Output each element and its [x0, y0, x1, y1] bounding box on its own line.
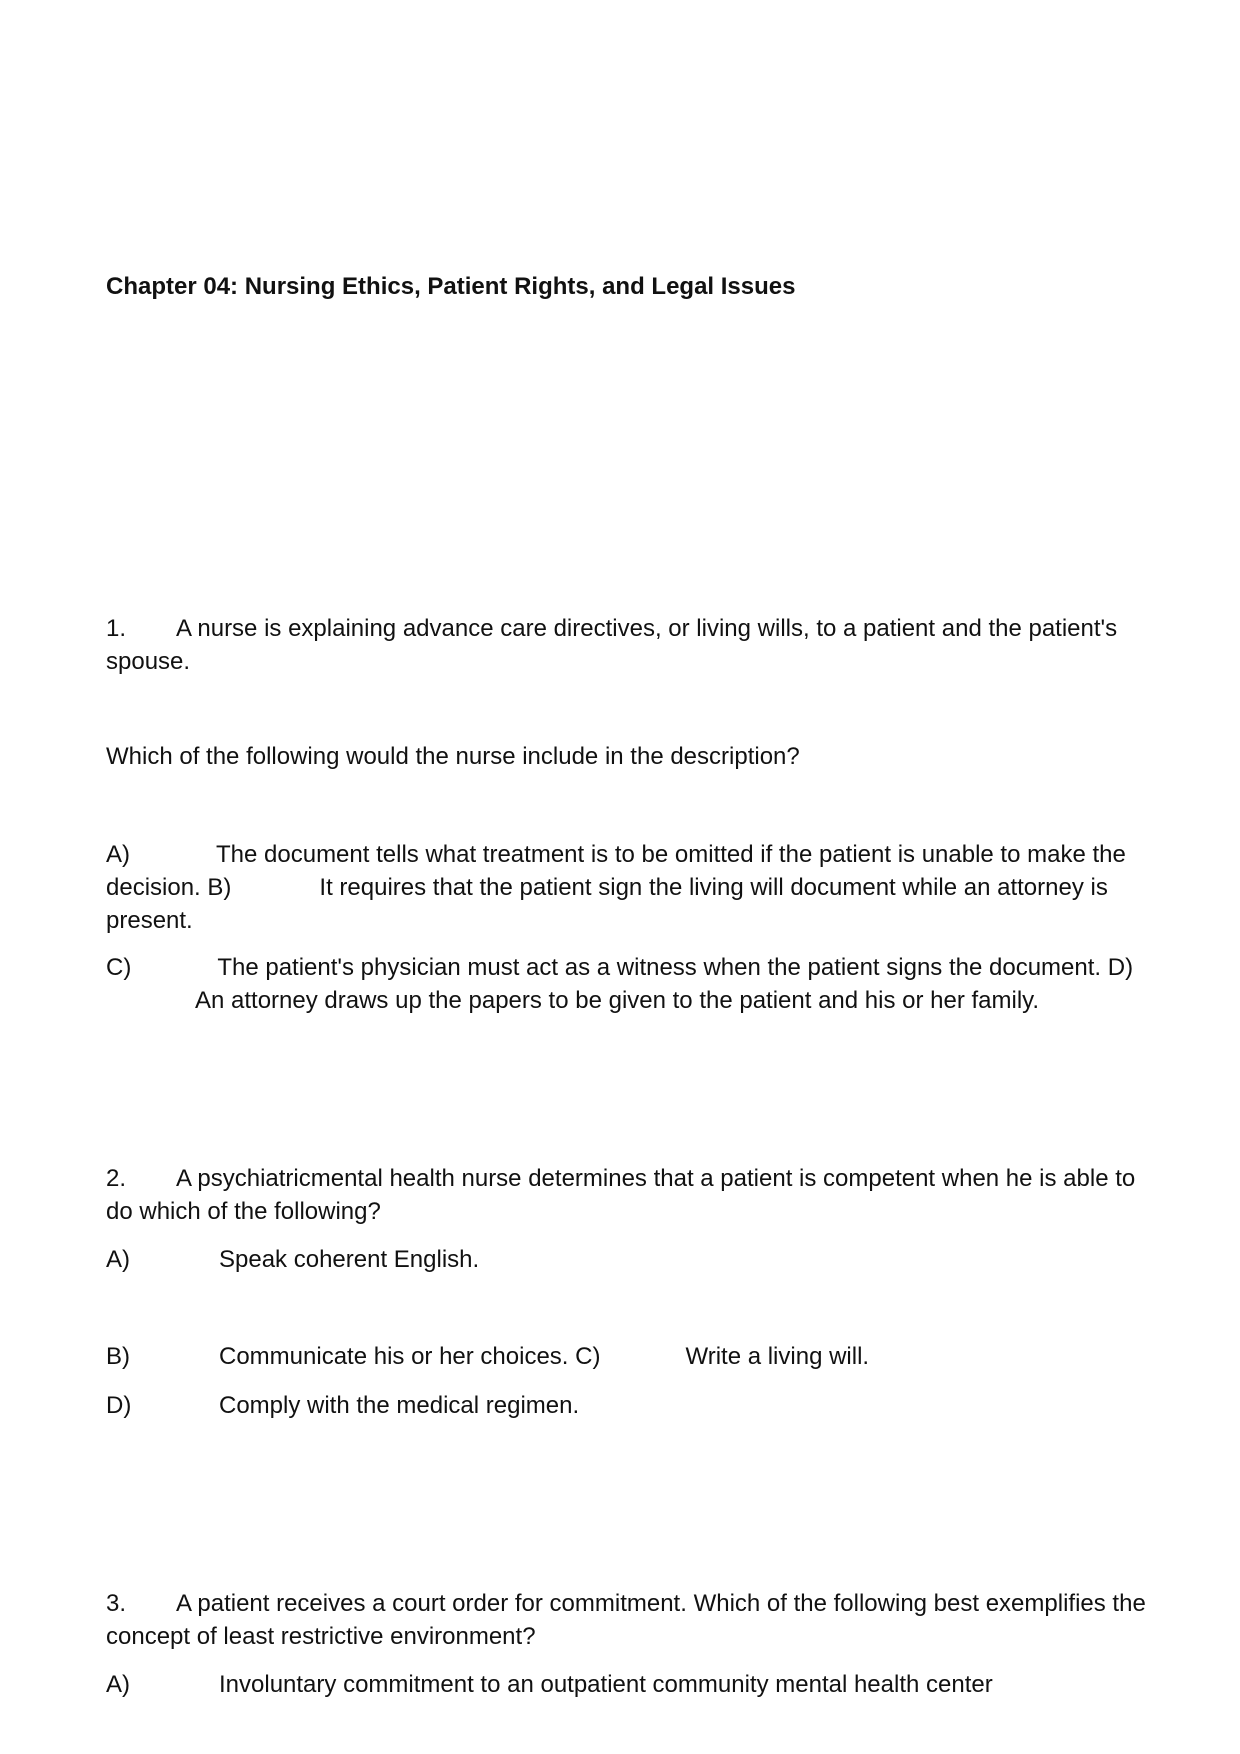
- option-label: C): [575, 1343, 601, 1370]
- option-text: Communicate his or her choices.: [219, 1343, 569, 1370]
- question-1-options-cd: [106, 951, 1146, 1017]
- option-label: D): [106, 1392, 132, 1419]
- question-number: 1.: [106, 615, 127, 642]
- question-1-prompt: Which of the following would the nurse include in the description?: [106, 743, 800, 770]
- question-text: A psychiatricmental health nurse determines that a patient is competent when he is able to do which of the following?: [106, 1165, 1136, 1225]
- question-1-stem: [106, 612, 1146, 678]
- question-2-stem: [106, 1162, 1146, 1228]
- option-label: A): [106, 841, 130, 868]
- option-label: A): [106, 1671, 130, 1698]
- option-text: It requires that the patient sign the living will document while an attorney is present.: [106, 874, 1108, 934]
- question-2-options-bc: [106, 1340, 869, 1373]
- option-text: Speak coherent English.: [219, 1246, 480, 1273]
- option-text: Write a living will.: [685, 1343, 870, 1370]
- question-3-stem: [106, 1587, 1146, 1653]
- question-1-options-ab: [106, 838, 1146, 937]
- option-text: An attorney draws up the papers to be given to the patient and his or her family.: [195, 987, 1040, 1014]
- option-label: A): [106, 1246, 130, 1273]
- question-3-option-a: [106, 1668, 993, 1701]
- option-label: B): [207, 874, 232, 901]
- option-text: Comply with the medical regimen.: [219, 1392, 580, 1419]
- question-number: 2.: [106, 1165, 127, 1192]
- question-text: A nurse is explaining advance care directives, or living wills, to a patient and the patient's spouse.: [106, 615, 1118, 675]
- option-text: The document tells what treatment is to be omitted if the patient is unable to make the decision.: [106, 841, 1126, 901]
- option-text: The patient's physician must act as a witness when the patient signs the document.: [217, 954, 1102, 981]
- question-2-option-a: [106, 1243, 479, 1276]
- option-label: C): [106, 954, 132, 981]
- question-2-option-d: [106, 1389, 579, 1422]
- question-number: 3.: [106, 1590, 127, 1617]
- question-text: A patient receives a court order for commitment. Which of the following best exemplifies the concept of least restrictive environment?: [106, 1590, 1146, 1650]
- option-label: D): [1107, 954, 1134, 981]
- option-text: Involuntary commitment to an outpatient community mental health center: [219, 1671, 993, 1698]
- chapter-title: Chapter 04: Nursing Ethics, Patient Rights, and Legal Issues: [106, 273, 796, 300]
- option-label: B): [106, 1343, 130, 1370]
